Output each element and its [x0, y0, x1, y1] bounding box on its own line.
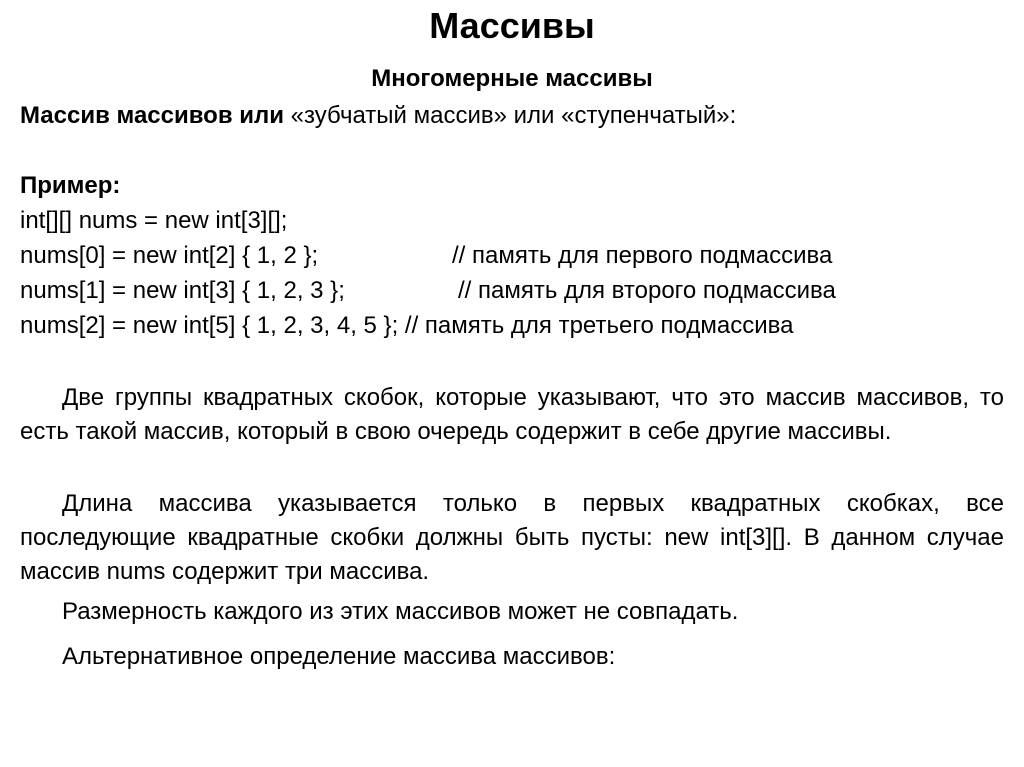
intro-rest: «зубчатый массив» или «ступенчатый»: [284, 102, 737, 129]
intro-line [20, 98, 1004, 133]
code-line-1 [20, 203, 1004, 238]
code-text: nums[1] = new int[3] { 1, 2, 3 }; [20, 277, 345, 304]
spacer [20, 133, 1004, 168]
code-text: nums[0] = new int[2] { 1, 2 }; [20, 242, 319, 269]
paragraph-3: Размерность каждого из этих массивов может не совпадать. [62, 598, 739, 625]
slide-title: Массивы [429, 5, 595, 46]
paragraph-4: Альтернативное определение массива массивов: [62, 643, 616, 670]
code-line-4 [20, 308, 1004, 343]
code-text: nums[2] = new int[5] { 1, 2, 3, 4, 5 }; // память для третьего подмассива [20, 312, 794, 339]
slide-subtitle: Многомерные массивы [371, 65, 653, 92]
paragraph-2: Длина массива указывается только в первых квадратных скобках, все последующие квадратные скобки должны быть пусты: new int[3][]. В данном случае массив nums содержит три массива. [20, 490, 1004, 585]
paragraph-1: Две группы квадратных скобок, которые указывают, что это массив массивов, то есть такой массив, который в свою очередь содержит в себе другие массивы. [20, 384, 1004, 445]
code-line-2 [20, 238, 1004, 273]
code-comment: // память для первого подмассива [452, 242, 833, 269]
content-block [20, 98, 1004, 343]
intro-bold: Массив массивов или [20, 102, 285, 129]
code-line-3 [20, 273, 1004, 308]
code-comment: // память для второго подмассива [458, 277, 836, 304]
example-label: Пример: [20, 172, 121, 199]
code-text: int[][] nums = new int[3][]; [20, 207, 288, 234]
